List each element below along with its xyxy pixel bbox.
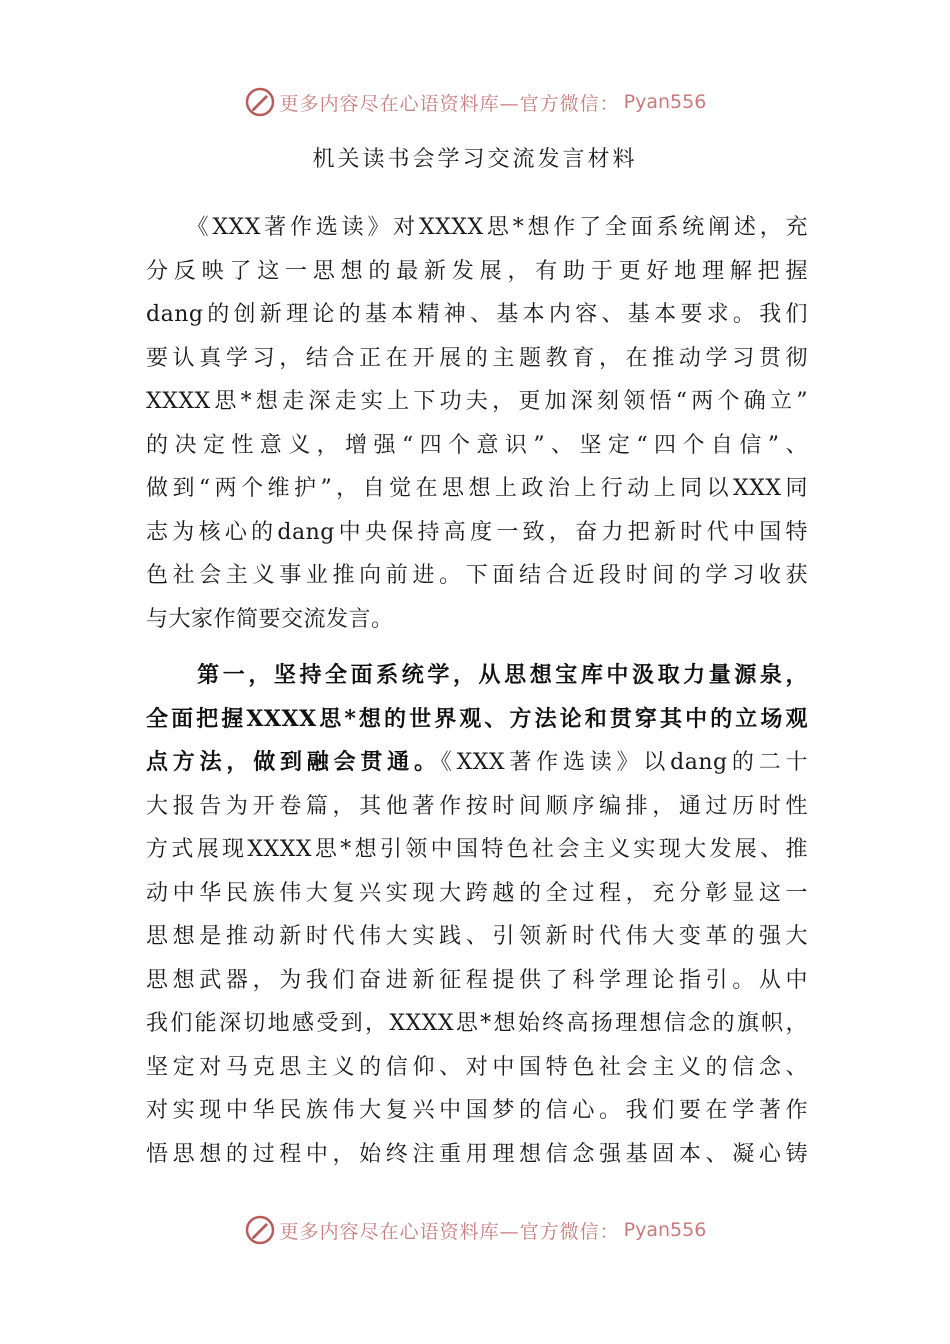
text-line: 《XXX著作选读》对XXXX思*想作了全面系统阐述，充 [146, 215, 808, 240]
text-line: XXXX思*想走深走实上下功夫，更加深刻领悟“两个确立” [146, 389, 808, 414]
text-line: 色社会主义事业推向前进。下面结合近段时间的学习收获 [146, 563, 808, 588]
heading-line: 第一，坚持全面系统学，从思想宝库中汲取力量源泉， [146, 662, 808, 688]
watermark-footer [0, 1210, 950, 1250]
watermark-header [0, 82, 950, 122]
watermark-wechat-id: Pyan556 [623, 1219, 707, 1241]
paragraph-first-point [146, 654, 808, 1176]
text-line: dang的创新理论的基本精神、基本内容、基本要求。我们 [146, 302, 808, 327]
watermark-text: 更多内容尽在心语资料库—官方微信： [279, 1220, 620, 1243]
watermark-wechat-id: Pyan556 [623, 91, 707, 113]
text-line: 坚定对马克思主义的信仰、对中国特色社会主义的信念、 [146, 1054, 808, 1080]
text-line: 大报告为开卷篇，其他著作按时间顺序编排，通过历时性 [146, 793, 808, 819]
text-line: 我们能深切地感受到，XXXX思*想始终高扬理想信念的旗帜， [146, 1011, 808, 1036]
text-line: 思想武器，为我们奋进新征程提供了科学理论指引。从中 [146, 967, 808, 993]
watermark-text: 更多内容尽在心语资料库—官方微信： [279, 92, 620, 115]
pen-logo-icon [244, 1214, 276, 1246]
text-line: 的决定性意义，增强“四个意识”、坚定“四个自信”、 [146, 432, 808, 458]
text-line-continuation: 《XXX著作选读》以dang的二十 [440, 750, 808, 775]
pen-logo-icon [244, 86, 276, 118]
document-title: 机关读书会学习交流发言材料 [312, 147, 638, 172]
paragraph-intro [146, 206, 808, 641]
heading-line: 全面把握XXXX思*想的世界观、方法论和贯穿其中的立场观 [146, 705, 808, 732]
text-line: 要认真学习，结合正在开展的主题教育，在推动学习贯彻 [146, 345, 808, 371]
text-line: 思想是推动新时代伟大实践、引领新时代伟大变革的强大 [146, 924, 808, 949]
text-line: 分反映了这一思想的最新发展，有助于更好地理解把握 [146, 258, 808, 284]
text-line: 方式展现XXXX思*想引领中国特色社会主义实现大发展、推 [146, 837, 808, 862]
text-line: 志为核心的dang中央保持高度一致，奋力把新时代中国特 [146, 519, 808, 545]
text-line: 动中华民族伟大复兴实现大跨越的全过程，充分彰显这一 [146, 880, 808, 906]
mixed-line [146, 741, 808, 785]
text-line: 与大家作简要交流发言。 [146, 606, 394, 632]
text-line: 做到“两个维护”，自觉在思想上政治上行动上同以XXX同 [146, 476, 808, 501]
text-line: 对实现中华民族伟大复兴中国梦的信心。我们要在学著作 [146, 1098, 808, 1123]
heading-line-end: 点方法，做到融会贯通。 [146, 749, 441, 775]
text-line: 悟思想的过程中，始终注重用理想信念强基固本、凝心铸 [146, 1141, 808, 1167]
